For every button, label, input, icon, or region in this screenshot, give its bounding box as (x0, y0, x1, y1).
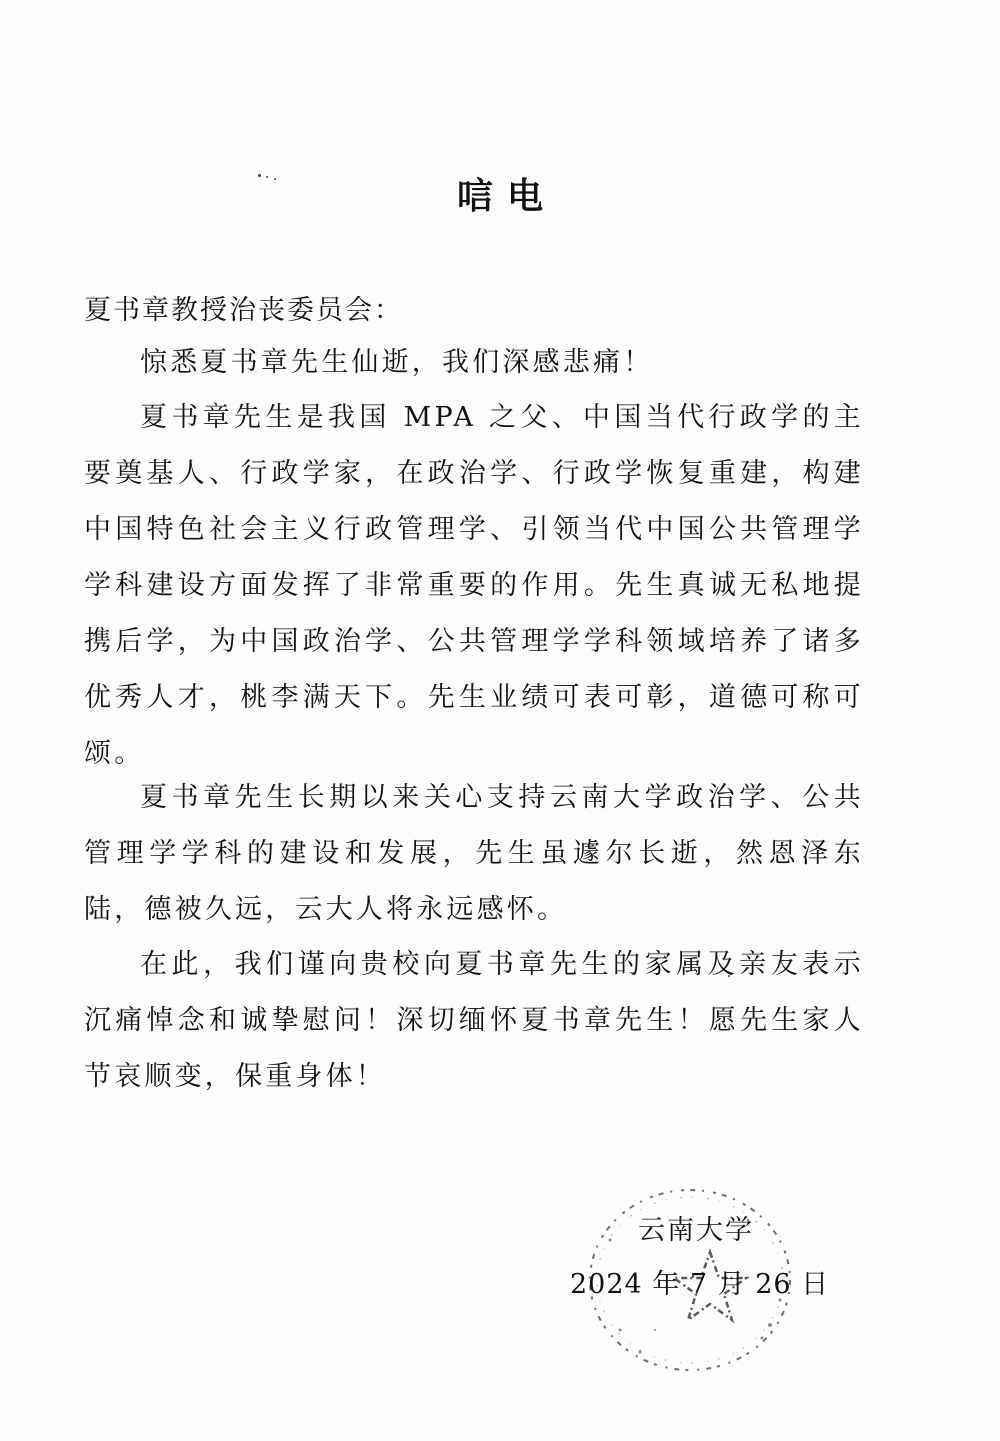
salutation: 夏书章教授治丧委员会： (84, 295, 403, 326)
paragraph-tribute: 夏书章先生是我国 MPA 之父、中国当代行政学的主要奠基人、行政学家，在政治学、行政学恢复重建，构建中国特色社会主义行政管理学、引领当代中国公共管理学学科建设方面发挥了非常重要的作用。先生真诚无私地提携后学，为中国政治学、公共管理学学科领域培养了诸多优秀人才，桃李满天下。先生业绩可表可彰，道德可称可颂。 (84, 402, 864, 769)
paragraph-opening: 惊悉夏书章先生仙逝，我们深感悲痛！ (140, 347, 654, 378)
signature-block (560, 1190, 830, 1350)
signature-date: 2024 年 7 月 26 日 (570, 1269, 830, 1300)
paragraph-support: 夏书章先生长期以来关心支持云南大学政治学、公共管理学学科的建设和发展，先生虽遽尔长逝，然恩泽东陆，德被久远，云大人将永远感怀。 (84, 782, 864, 925)
signature-organization: 云南大学 (638, 1215, 754, 1246)
letter-title: 唁电 (456, 175, 557, 217)
paragraph-condolence: 在此，我们谨向贵校向夏书章先生的家属及亲友表示沉痛悼念和诚挚慰问！深切缅怀夏书章先生！愿先生家人节哀顺变，保重身体！ (84, 949, 864, 1092)
